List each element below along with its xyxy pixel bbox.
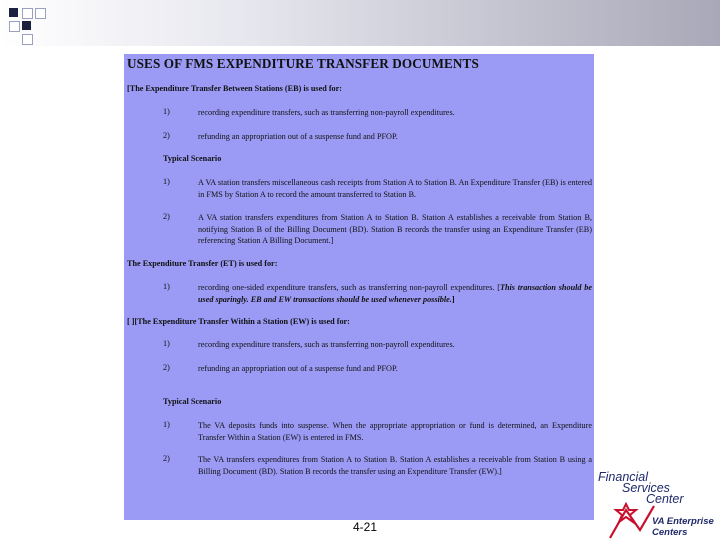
item-number: 1) xyxy=(163,282,170,291)
corner-square-decoration xyxy=(9,21,20,32)
scenario-text: A VA station transfers miscellaneous cash receipts from Station A to Station B. An Expenditure Transfer (EB) is entered in FMS by Station A to record the amount transferred to Station B. xyxy=(198,178,592,199)
corner-square-decoration xyxy=(22,21,31,30)
scenario-number: 1) xyxy=(163,177,170,186)
item-number: 1) xyxy=(163,107,170,116)
typical-scenario-label: Typical Scenario xyxy=(163,154,222,163)
logo-line-2: Services xyxy=(622,481,670,495)
item-text xyxy=(198,282,592,305)
section-heading-et: The Expenditure Transfer (ET) is used for: xyxy=(127,259,278,268)
corner-square-decoration xyxy=(22,34,33,45)
item-text: refunding an appropriation out of a suspense fund and PFOP. xyxy=(198,364,398,373)
scenario-number: 1) xyxy=(163,420,170,429)
scenario-text: The VA transfers expenditures from Station A to Station B. Station A establishes a receivable from Station B using a Billing Document (BD). Station B records the transfer using an Expenditure Transfer (EW).] xyxy=(198,455,592,476)
item-text: recording expenditure transfers, such as transferring non-payroll expenditures. xyxy=(198,340,455,349)
section-heading-ew: [ ][The Expenditure Transfer Within a Station (EW) is used for: xyxy=(127,317,350,326)
page-number: 4-21 xyxy=(353,520,378,534)
item-text-end: ] xyxy=(451,294,455,304)
item-text: recording expenditure transfers, such as transferring non-payroll expenditures. xyxy=(198,108,455,117)
corner-square-decoration xyxy=(35,8,46,19)
logo-line-5: Centers xyxy=(652,527,688,538)
scenario-number: 2) xyxy=(163,212,170,221)
document-panel xyxy=(124,54,594,520)
financial-services-center-logo xyxy=(596,470,720,540)
logo-line-1: Financial xyxy=(598,470,649,484)
item-number: 2) xyxy=(163,131,170,140)
corner-square-decoration xyxy=(22,8,33,19)
document-title: USES OF FMS EXPENDITURE TRANSFER DOCUMENTS xyxy=(127,56,479,71)
scenario-number: 2) xyxy=(163,454,170,463)
item-text-emphasis: This transaction should be used sparingly. EB and EW transactions should be used whenever possible. xyxy=(198,283,592,304)
scenario-text: A VA station transfers expenditures from Station A to Station B. Station A establishes a receivable from Station B, notifying Station B of the Billing Document (BD). Station B records the transfer using an Expenditure Transfer (EB) referencing Station A Billing Document.] xyxy=(198,213,592,245)
section-heading-eb: [The Expenditure Transfer Between Stations (EB) is used for: xyxy=(127,84,343,93)
item-number: 1) xyxy=(163,339,170,348)
item-text-main: recording one-sided expenditure transfers, such as transferring non-payroll expenditures. [ xyxy=(198,283,500,292)
typical-scenario-label: Typical Scenario xyxy=(163,397,222,406)
title-bar-gradient xyxy=(0,0,720,46)
item-number: 2) xyxy=(163,363,170,372)
logo-line-3: Center xyxy=(646,492,684,506)
item-text: refunding an appropriation out of a suspense fund and PFOP. xyxy=(198,132,398,141)
logo-line-4: VA Enterprise xyxy=(652,516,714,527)
scenario-text: The VA deposits funds into suspense. When the appropriate appropriation or fund is determined, an Expenditure Transfer Within a Station (EW) is entered in FMS. xyxy=(198,421,592,442)
corner-square-decoration xyxy=(9,8,18,17)
